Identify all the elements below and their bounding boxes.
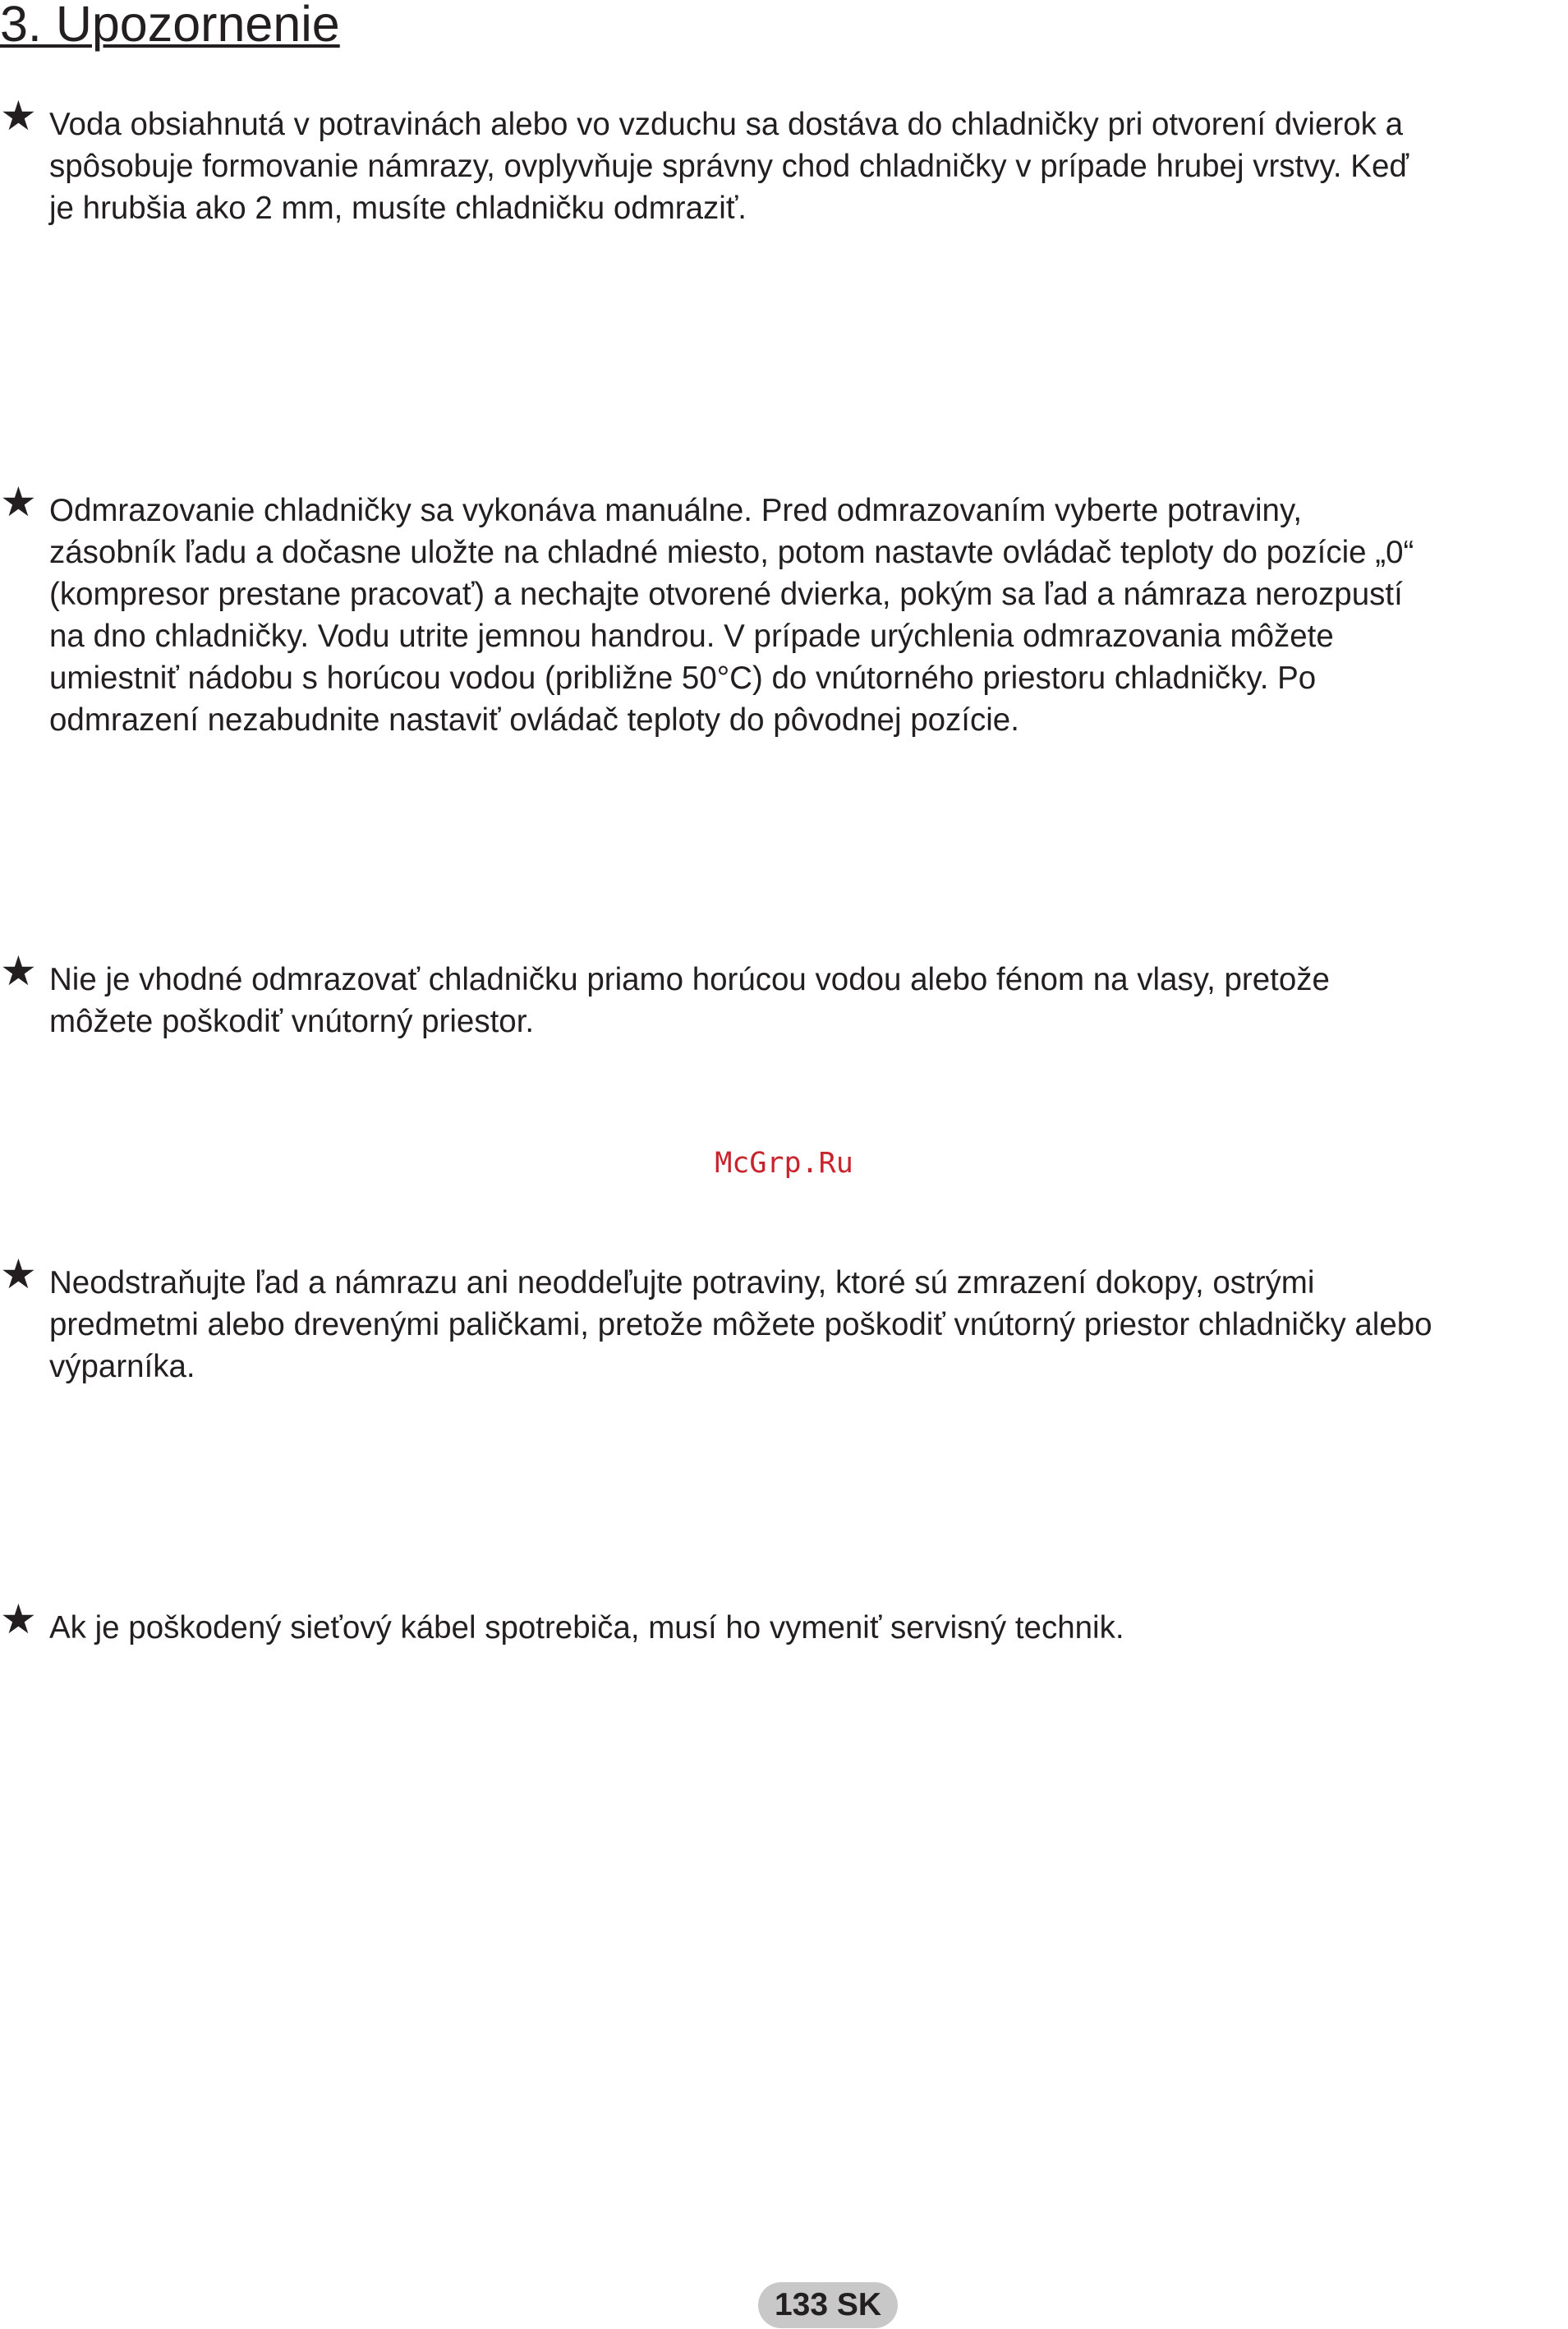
- star-icon: ★: [0, 1250, 37, 1298]
- text-line: Nie je vhodné odmrazovať chladničku priamo horúcou vodou alebo fénom na vlasy, pretože: [49, 962, 1330, 997]
- text-line: spôsobuje formovanie námrazy, ovplyvňuje správny chod chladničky v prípade hrubej vrstvy. Keď: [49, 149, 1409, 184]
- star-icon: ★: [0, 92, 37, 140]
- warning-text: [49, 490, 1414, 741]
- text-line: výparníka.: [49, 1349, 195, 1384]
- star-icon: ★: [0, 947, 37, 995]
- text-line: (kompresor prestane pracovať) a nechajte otvorené dvierka, pokým sa ľad a námraza nerozpustí: [49, 577, 1403, 612]
- star-icon: ★: [0, 478, 37, 526]
- text-line: zásobník ľadu a dočasne uložte na chladné miesto, potom nastavte ovládač teploty do pozície „0“: [49, 535, 1414, 570]
- text-line: je hrubšia ako 2 mm, musíte chladničku odmraziť.: [49, 191, 747, 226]
- warning-text: [49, 1607, 1124, 1649]
- star-icon: ★: [0, 1595, 37, 1643]
- watermark: McGrp.Ru: [715, 1147, 853, 1180]
- text-line: Odmrazovanie chladničky sa vykonáva manuálne. Pred odmrazovaním vyberte potraviny,: [49, 493, 1303, 528]
- section-heading: 3. Upozornenie: [0, 0, 340, 52]
- page-number-badge: 133 SK: [758, 2282, 898, 2328]
- warning-text: [49, 104, 1409, 229]
- text-line: predmetmi alebo drevenými paličkami, pretože môžete poškodiť vnútorný priestor chladničky alebo: [49, 1307, 1432, 1342]
- text-line: na dno chladničky. Vodu utrite jemnou handrou. V prípade urýchlenia odmrazovania môžete: [49, 619, 1334, 654]
- warning-text: [49, 1262, 1432, 1388]
- text-line: Voda obsiahnutá v potravinách alebo vo vzduchu sa dostáva do chladničky pri otvorení dvierok a: [49, 107, 1403, 142]
- text-line: môžete poškodiť vnútorný priestor.: [49, 1004, 535, 1039]
- text-line: umiestniť nádobu s horúcou vodou (približne 50°C) do vnútorného priestoru chladničky. Po: [49, 660, 1317, 696]
- text-line: Ak je poškodený sieťový kábel spotrebiča, musí ho vymeniť servisný technik.: [49, 1610, 1124, 1645]
- text-line: Neodstraňujte ľad a námrazu ani neoddeľujte potraviny, ktoré sú zmrazení dokopy, ostrými: [49, 1265, 1315, 1300]
- text-line: odmrazení nezabudnite nastaviť ovládač teploty do pôvodnej pozície.: [49, 702, 1019, 738]
- warning-text: [49, 959, 1330, 1043]
